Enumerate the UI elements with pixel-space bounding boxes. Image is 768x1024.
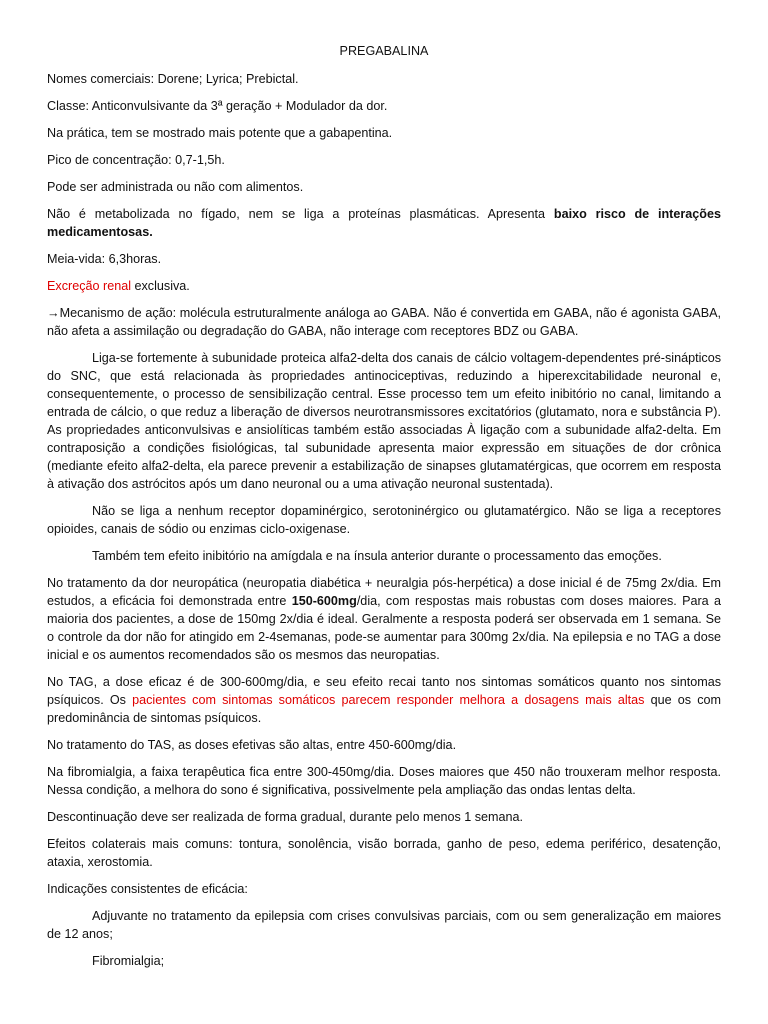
right-arrow-icon: → <box>47 306 60 320</box>
mechanism-text: Mecanismo de ação: molécula estruturalmente análoga ao GABA. Não é convertida em GABA, não é agonista GABA, não afeta a assimilação ou degradação do GABA, não interage com receptores BDZ ou GABA. <box>47 306 721 338</box>
indication-epilepsy: Adjuvante no tratamento da epilepsia com crises convulsivas parciais, com ou sem generalização em maiores de 12 anos; <box>47 909 721 941</box>
excretion-red-text: Excreção renal <box>47 279 131 293</box>
neuropathic-bold-dose: 150-600mg <box>291 594 357 608</box>
paragraph-neuropathic-pain <box>47 574 721 664</box>
excretion-text: exclusiva. <box>131 279 190 293</box>
paragraph-practice: Na prática, tem se mostrado mais potente que a gabapentina. <box>47 126 393 140</box>
paragraph-mechanism <box>47 304 721 340</box>
paragraph-class: Classe: Anticonvulsivante da 3ª geração + Modulador da dor. <box>47 99 388 113</box>
paragraph-metabolism <box>47 205 721 241</box>
paragraph-discontinuation: Descontinuação deve ser realizada de forma gradual, durante pelo menos 1 semana. <box>47 810 524 824</box>
paragraph-excretion <box>47 277 721 295</box>
paragraph-binding: Liga-se fortemente à subunidade proteica alfa2-delta dos canais de cálcio voltagem-dependentes pré-sinápticos do SNC, que está relacionada às propriedades antinociceptivas, reduzindo a hiperexcitabilidade neuronal e, consequentemente, o processo de sensibilização central. Esse processo tem um efeito inibitório no canal, limitando a entrada de cálcio, o que reduz a liberação de diversos neurotransmissores excitatórios (glutamato, nora e substância P). As propriedades anticonvulsivas e ansiolíticas também estão associadas À ligação com a subunidade alfa2-delta. Em contraposição a condições fisiológicas, tal subunidade apresenta maior expressão em situações de dor crônica (mediante efeito alfa2-delta, ela parece prevenir a estabilização de sinapses glutamatérgicas, que ocorrem em resposta à ativação dos astrócitos após um dano neuronal ou a uma ativação neuronal sustentada). <box>47 351 721 491</box>
paragraph-half-life: Meia-vida: 6,3horas. <box>47 252 162 266</box>
tag-red-text: pacientes com sintomas somáticos parecem responder melhora a dosagens mais altas <box>132 693 645 707</box>
paragraph-side-effects: Efeitos colaterais mais comuns: tontura, sonolência, visão borrada, ganho de peso, edema periférico, desatenção, ataxia, xerostomia. <box>47 837 721 869</box>
indication-fibromyalgia: Fibromialgia; <box>92 954 165 968</box>
paragraph-trade-names: Nomes comerciais: Dorene; Lyrica; Prebictal. <box>47 72 299 86</box>
metabolism-bold-text: baixo risco de interações medicamentosas. <box>47 207 721 239</box>
neuropathic-text-c: /dia, com respostas mais robustas com doses maiores. Para a maioria dos pacientes, a dose de 150mg 2x/dia é ideal. Geralmente a resposta poderá ser observada em 1 semana. Se o controle da dor não for atingido em 2-4semanas, pode-se aumentar para 300mg 2x/dia. Na epilepsia e no TAG a dose inicial e os aumentos recomendados são os mesmos das neuropatias. <box>47 594 721 662</box>
paragraph-indications: Indicações consistentes de eficácia: <box>47 882 248 896</box>
paragraph-no-binding: Não se liga a nenhum receptor dopaminérgico, serotoninérgico ou glutamatérgico. Não se liga a receptores opioides, canais de sódio ou enzimas ciclo-oxigenase. <box>47 504 721 536</box>
tag-text-a: No TAG, a dose eficaz é de 300-600mg/dia, e seu efeito recai tanto nos sintomas somáticos quanto nos sintomas psíquicos. Os <box>47 675 721 707</box>
paragraph-peak-concentration: Pico de concentração: 0,7-1,5h. <box>47 153 225 167</box>
document-title: PREGABALINA <box>339 44 429 58</box>
tag-text-c: que os com predominância de sintomas psíquicos. <box>47 693 721 725</box>
paragraph-fibromyalgia: Na fibromialgia, a faixa terapêutica fica entre 300-450mg/dia. Doses maiores que 450 não trouxeram melhor resposta. Nessa condição, a melhora do sono é significativa, possivelmente pela ampliação das ondas lentas delta. <box>47 765 721 797</box>
metabolism-text: Não é metabolizada no fígado, nem se liga a proteínas plasmáticas. Apresenta <box>47 207 554 221</box>
paragraph-food: Pode ser administrada ou não com alimentos. <box>47 180 304 194</box>
neuropathic-text-a: No tratamento da dor neuropática (neuropatia diabética + neuralgia pós-herpética) a dose inicial é de 75mg 2x/dia. Em estudos, a eficácia foi demonstrada entre <box>47 576 721 608</box>
paragraph-amygdala: Também tem efeito inibitório na amígdala e na ínsula anterior durante o processamento das emoções. <box>92 549 662 563</box>
paragraph-tas: No tratamento do TAS, as doses efetivas são altas, entre 450-600mg/dia. <box>47 738 457 752</box>
paragraph-tag <box>47 673 721 727</box>
